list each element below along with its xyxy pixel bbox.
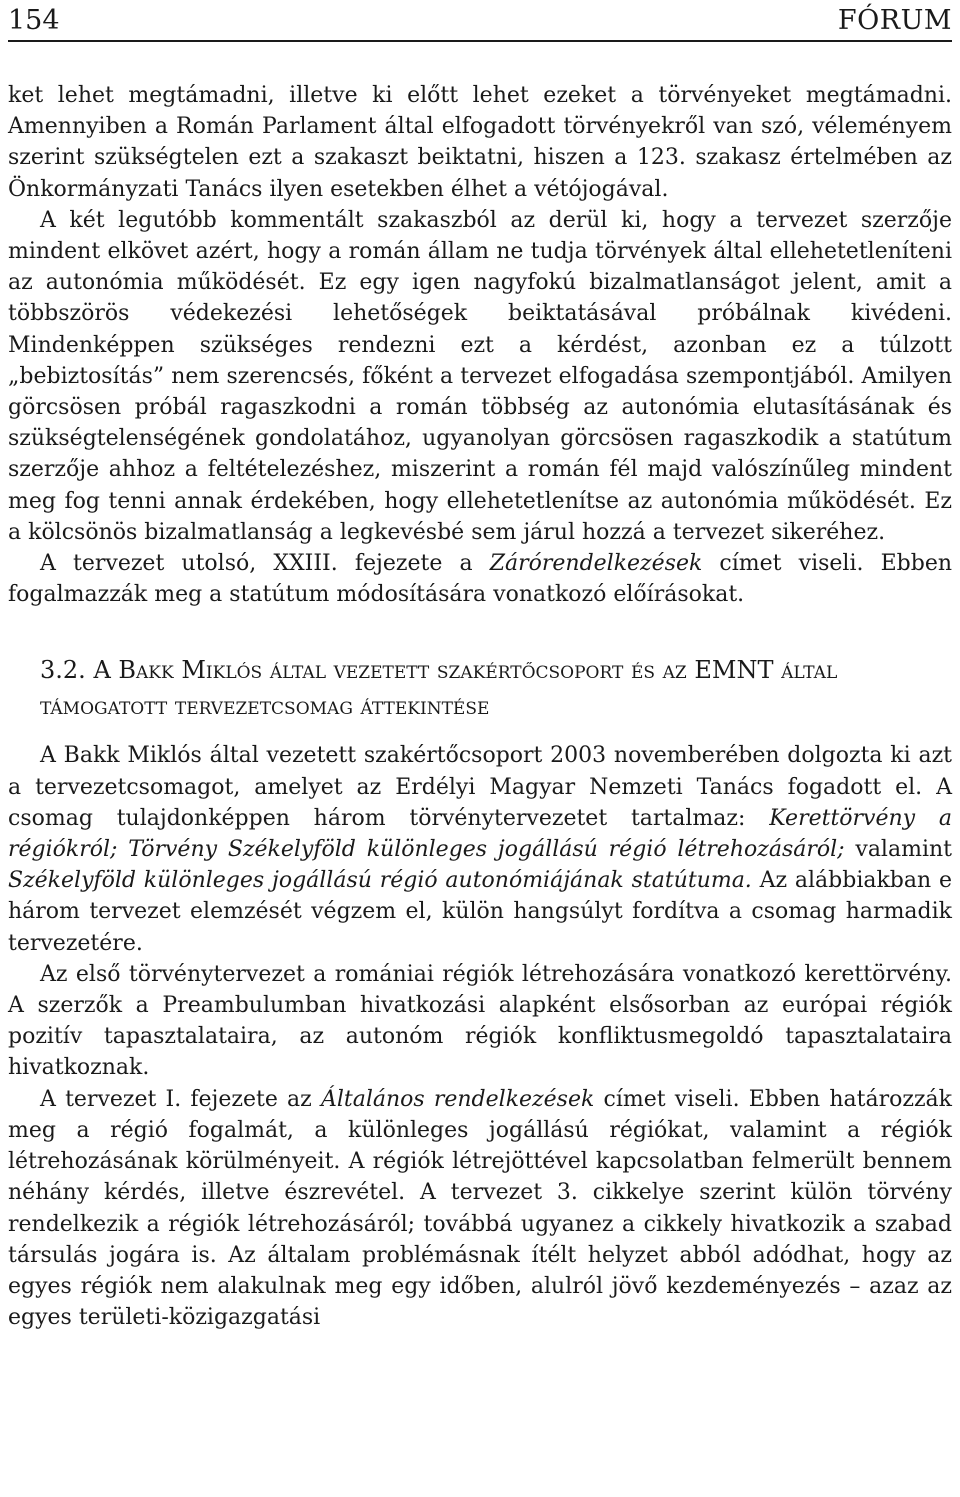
section-heading-text: A Bakk Miklós által vezetett szakértőcsoport és az — [93, 656, 687, 685]
paragraph-4-italic-2: Székelyföld különleges jogállású régió autonómiájának statútuma. — [8, 868, 752, 894]
paragraph-4-text-a: A Bakk Miklós által vezetett szakértőcsoport 2003 novemberében dolgozta ki azt a tervezetcsomagot, amelyet az Erdélyi Magyar Nemzeti Tanács fogadott el. A csomag tulajdonképpen három törvénytervezetet tartalmaz: — [8, 743, 952, 831]
paragraph-2: A két legutóbb kommentált szakaszból az derül ki, hogy a tervezet szerzője mindent elkövet azért, hogy a román állam ne tudja törvények által ellehetetleníteni az autonómia működését. Ez egy igen nagyfokú bizalmatlanságot jelent, amit a többszörös védekezési lehetőségek beiktatásával próbálnak kivédeni. Mindenképpen szükséges rendezni ezt a kérdést, azonban ez a túlzott „bebiztosítás” nem szerencsés, főként a tervezet elfogadása szempontjából. Amilyen görcsösen próbál ragaszkodni a román többség az autonómia elutasításának és szükségtelenségének gondolatához, ugyanolyan görcsösen ragaszkodik a statútum szerzője ahhoz a feltételezéshez, miszerint a román fél majd valószínűleg mindent meg fog tenni annak érdekében, hogy ellehetetlenítse az autonómia működését. Ez a kölcsönös bizalmatlanság a legkevésbé sem járul hozzá a tervezet sikeréhez. — [8, 207, 952, 545]
section-heading — [8, 652, 952, 724]
paragraph-3-text-b: címet viseli. Ebben fogalmazzák meg a statútum módosítására vonatkozó előírásokat. — [8, 551, 953, 608]
paragraph-3-italic: Zárórendelkezések — [489, 551, 703, 577]
paragraph-6-text-a: A tervezet I. fejezete az — [40, 1086, 321, 1112]
article-body — [8, 80, 952, 1333]
paragraph-4-italic-1: Kerettörvény a régiókról; Törvény Székelyföld különleges jogállású régió létrehozásáról; — [8, 805, 952, 863]
paragraph-6-text-b: címet viseli. Ebben határozzák meg a régió fogalmát, a különleges jogállású régiókat, valamint a régiók létrehozásának körülményeit. A régiók létrejöttével kapcsolatban felmerült bennem néhány kérdés, illetve észrevétel. A tervezet 3. cikkelye szerint külön törvény rendelkezik a régiók létrehozásáról; továbbá ugyanez a cikkely hivatkozik a szabad társulás jogára is. Az általam problémásnak ítélt helyzet abból adódhat, hogy az egyes régiók nem alakulnak meg egy időben, alulról jövő kezdeményezés – azaz az egyes területi-közigazgatási — [8, 1086, 952, 1331]
paragraph-4-text-c: Az alábbiakban e három tervezet elemzését végzem el, külön hangsúlyt fordítva a csomag harmadik tervezetére. — [8, 868, 952, 956]
journal-title: FÓRUM — [837, 5, 952, 36]
section-gap — [8, 610, 952, 652]
paragraph-5: Az első törvénytervezet a romániai régiók létrehozására vonatkozó kerettörvény. A szerzők a Preambulumban hivatkozási alapként elsősorban az európai régiók pozitív tapasztalataira, az autonóm régiók konfliktusmegoldó tapasztalataira hivatkoznak. — [8, 961, 952, 1081]
paragraph-4-text-b: valamint — [844, 837, 952, 863]
section-number: 3.2. — [40, 656, 94, 685]
paragraph-3 — [8, 548, 952, 610]
paragraph-4 — [8, 740, 952, 958]
page-number: 154 — [8, 5, 60, 36]
section-heading-text-2: által támogatott tervezetcsomag áttekintése — [40, 656, 838, 721]
page-header — [8, 0, 952, 42]
paragraph-6 — [8, 1084, 952, 1334]
paragraph-1: ket lehet megtámadni, illetve ki előtt lehet ezeket a törvényeket megtámadni. Amennyiben a Román Parlament által elfogadott törvényekről van szó, véleményem szerint szükségtelen ezt a szakaszt beiktatni, hiszen a 123. szakasz értelmében az Önkormányzati Tanács ilyen esetekben élhet a vétójogával. — [8, 83, 952, 202]
paragraph-6-italic: Általános rendelkezések — [320, 1086, 595, 1112]
paragraph-3-text-a: A tervezet utolsó, XXIII. fejezete a — [40, 551, 490, 577]
section-heading-acronym: EMNT — [686, 656, 774, 685]
